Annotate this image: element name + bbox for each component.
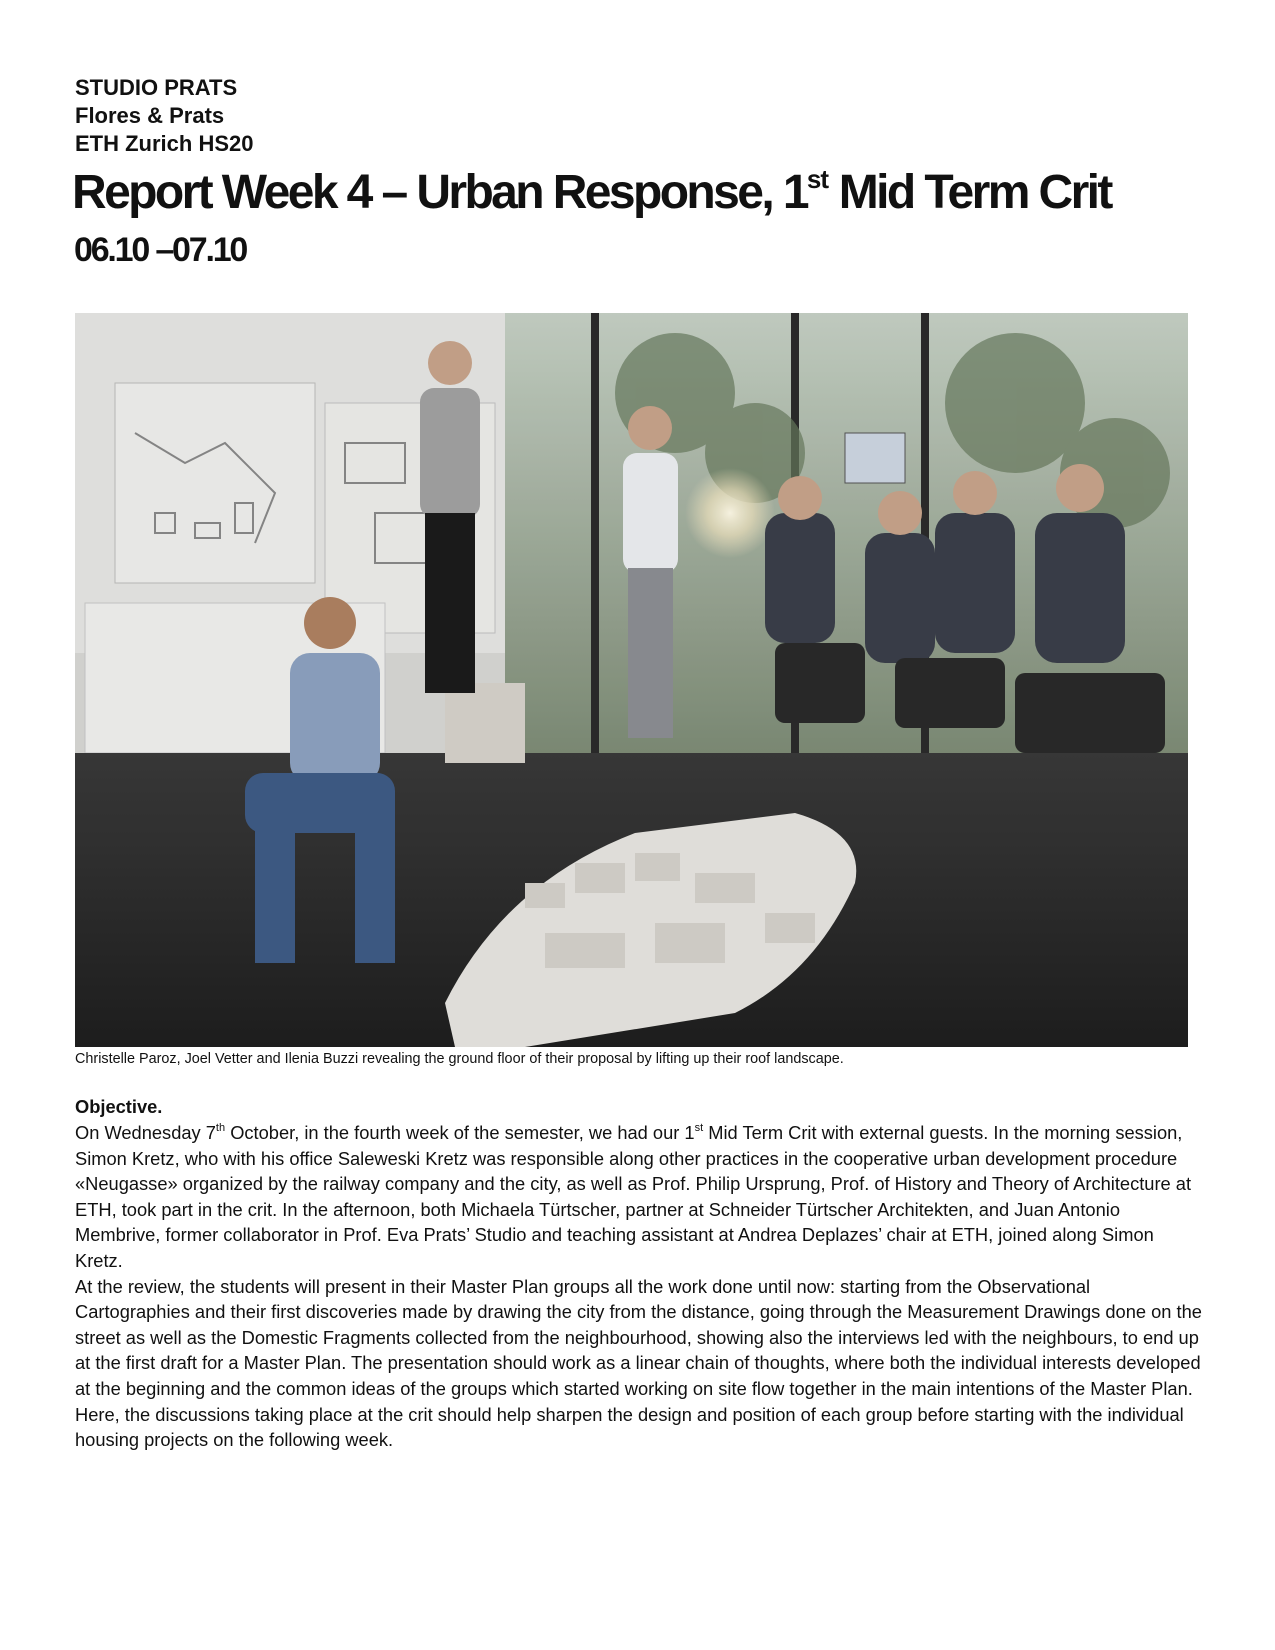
objective-p1-ordinal-2: st (694, 1122, 704, 1134)
report-title (72, 166, 1111, 220)
report-title-ordinal: st (806, 164, 829, 194)
objective-section (75, 1094, 1205, 1453)
crit-photo-illustration (75, 313, 1188, 1047)
school-name: ETH Zurich HS20 (75, 131, 254, 156)
office-name: Flores & Prats (75, 103, 225, 128)
report-title-part-1: Report Week 4 – Urban Response, 1 (72, 166, 807, 219)
document-header (75, 74, 253, 158)
studio-name: STUDIO PRATS (75, 75, 238, 100)
objective-p1-text-c: Mid Term Crit with external guests. In the morning session, Simon Kretz, who with his office Saleweski Kretz was responsible along other practices in the cooperative urban development procedure «Neugasse» organized by the railway company and the city, as well as Prof. Philip Ursprung, Prof. of History and Theory of Architecture at ETH, took part in the crit. In the afternoon, both Michaela Türtscher, partner at Schneider Türtscher Architekten, and Juan Antonio Membrive, former collaborator in Prof. Eva Prats’ Studio and teaching assistant at Andrea Deplazes’ chair at ETH, joined along Simon Kretz. (75, 1122, 1192, 1271)
objective-paragraph-1 (75, 1120, 1205, 1274)
photo-caption: Christelle Paroz, Joel Vetter and Ilenia Buzzi revealing the ground floor of their proposal by lifting up their roof landscape. (75, 1051, 844, 1067)
crit-photo (75, 313, 1188, 1047)
objective-p1-ordinal-1: th (215, 1122, 226, 1134)
objective-p1-text-b: October, in the fourth week of the semester, we had our 1 (225, 1122, 695, 1143)
objective-heading: Objective. (75, 1096, 163, 1117)
report-dates: 06.10 –07.10 (74, 231, 247, 269)
objective-p1-text-a: On Wednesday 7 (75, 1122, 216, 1143)
report-title-part-2: Mid Term Crit (828, 166, 1111, 219)
objective-paragraph-2: At the review, the students will present in their Master Plan groups all the work done until now: starting from the Observational Cartographies and their first discoveries made by drawing the city from the distance, going through the Measurement Drawings done on the street as well as the Domestic Fragments collected from the neighbourhood, showing also the interviews led with the neighbours, to end up at the first draft for a Master Plan. The presentation should work as a linear chain of thoughts, where both the individual interests developed at the beginning and the common ideas of the groups which started working on site flow together in the main intentions of the Master Plan. Here, the discussions taking place at the crit should help sharpen the design and position of each group before starting with the individual housing projects on the following week. (75, 1275, 1202, 1451)
